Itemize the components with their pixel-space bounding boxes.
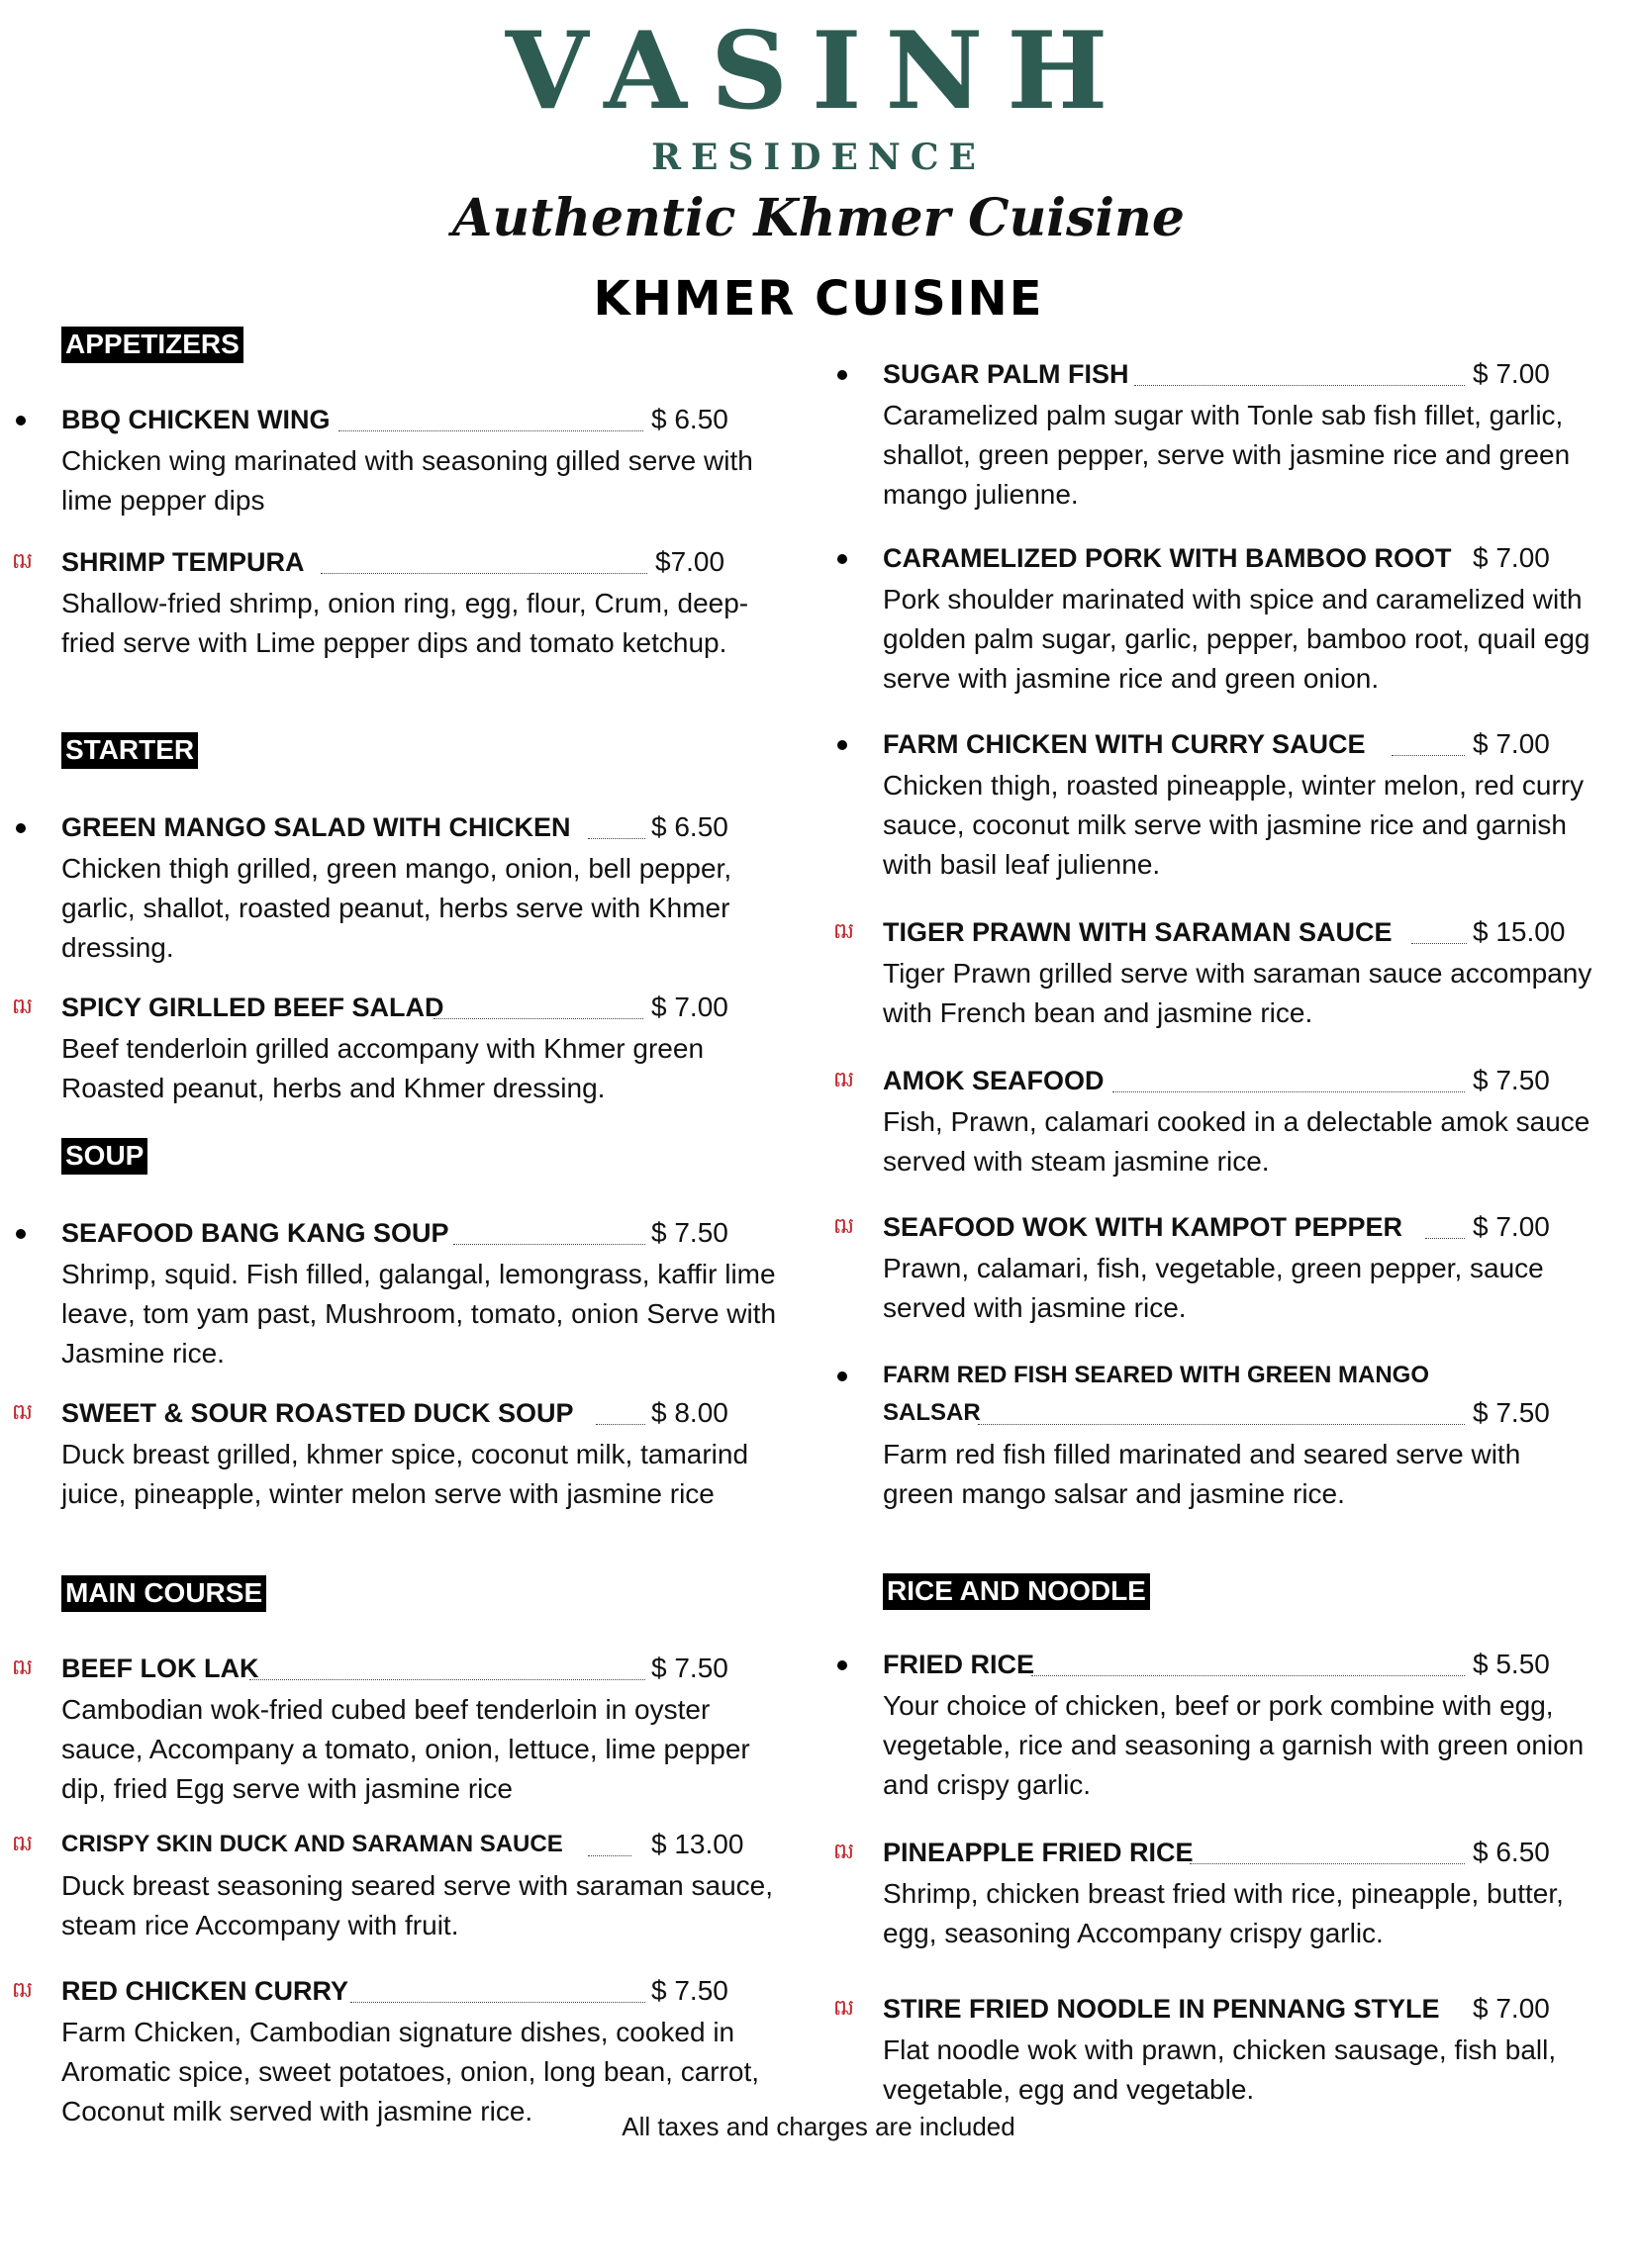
leader-dots xyxy=(978,1424,1465,1425)
item-price: $ 6.50 xyxy=(1473,1837,1550,1867)
item-price: $7.00 xyxy=(655,546,725,577)
footer-note: All taxes and charges are included xyxy=(622,2112,1015,2141)
item-name: CRISPY SKIN DUCK AND SARAMAN SAUCE xyxy=(61,1831,563,1857)
khmer-bullet-icon: ឍ xyxy=(12,1978,33,2003)
item-price: $ 7.00 xyxy=(1473,1211,1550,1242)
leader-dots xyxy=(1190,1863,1465,1864)
leader-dots xyxy=(588,838,645,839)
item-description: Shrimp, chicken breast fried with rice, pineapple, butter, egg, seasoning Accompany crispy garlic. xyxy=(883,1878,1564,1948)
item-price: $ 6.50 xyxy=(651,404,728,434)
khmer-bullet-icon: ឍ xyxy=(12,1655,33,1680)
item-description: Duck breast seasoning seared serve with saraman sauce, steam rice Accompany with fruit. xyxy=(61,1870,774,1940)
item-description: Farm red fish filled marinated and seared serve with green mango salsar and jasmine rice. xyxy=(883,1439,1521,1509)
khmer-bullet-icon: ឍ xyxy=(12,549,33,574)
item-name: SEAFOOD WOK WITH KAMPOT PEPPER xyxy=(883,1212,1403,1242)
leader-dots xyxy=(433,1018,643,1019)
bullet-dot-icon xyxy=(833,1358,857,1393)
item-name: SHRIMP TEMPURA xyxy=(61,547,305,577)
khmer-bullet-icon: ឍ xyxy=(833,1996,854,2021)
leader-dots xyxy=(249,1679,645,1680)
section-soup xyxy=(61,1138,147,1175)
bullet-dot-icon xyxy=(12,809,36,845)
item-price: $ 15.00 xyxy=(1473,916,1566,947)
item-description: Beef tenderloin grilled accompany with Khmer green Roasted peanut, herbs and Khmer dressing. xyxy=(61,1033,705,1103)
item-description: Cambodian wok-fried cubed beef tenderloin in oyster sauce, Accompany a tomato, onion, lettuce, lime pepper dip, fried Egg serve with jasmine rice xyxy=(61,1694,750,1804)
item-description: Your choice of chicken, beef or pork combine with egg, vegetable, rice and seasoning a garnish with green onion and crispy garlic. xyxy=(883,1690,1585,1800)
section-label: STARTER xyxy=(61,732,198,769)
item-name: FARM RED FISH SEARED WITH GREEN MANGO xyxy=(883,1362,1430,1388)
item-name: SWEET & SOUR ROASTED DUCK SOUP xyxy=(61,1398,574,1428)
item-description: Tiger Prawn grilled serve with saraman sauce accompany with French bean and jasmine rice. xyxy=(883,958,1592,1028)
section-label: RICE AND NOODLE xyxy=(883,1573,1150,1610)
menu-title: KHMER CUISINE xyxy=(593,271,1044,327)
item-price: $ 7.50 xyxy=(651,1975,728,2006)
item-name: SUGAR PALM FISH xyxy=(883,359,1129,389)
item-price: $ 6.50 xyxy=(651,811,728,842)
khmer-bullet-icon: ឍ xyxy=(12,1832,33,1856)
item-price: $ 7.00 xyxy=(1473,728,1550,759)
bullet-dot-icon xyxy=(833,726,857,762)
khmer-bullet-icon: ឍ xyxy=(12,994,33,1019)
item-price: $ 7.50 xyxy=(651,1653,728,1683)
item-description: Chicken wing marinated with seasoning gilled serve with lime pepper dips xyxy=(61,445,753,516)
item-price: $ 5.50 xyxy=(1473,1649,1550,1679)
section-appetizers xyxy=(61,327,243,363)
khmer-bullet-icon: ឍ xyxy=(833,1214,854,1239)
item-name: RED CHICKEN CURRY xyxy=(61,1976,349,2006)
item-description: Duck breast grilled, khmer spice, coconut milk, tamarind juice, pineapple, winter melon serve with jasmine rice xyxy=(61,1439,749,1509)
leader-dots xyxy=(1031,1675,1465,1676)
item-price: $ 7.00 xyxy=(1473,1993,1550,2024)
leader-dots xyxy=(453,1244,645,1245)
bullet-dot-icon xyxy=(12,402,36,437)
leader-dots xyxy=(321,573,647,574)
leader-dots xyxy=(596,1424,645,1425)
item-price: $ 7.50 xyxy=(1473,1397,1550,1428)
item-name-continued: SALSAR xyxy=(883,1399,981,1426)
item-name: SEAFOOD BANG KANG SOUP xyxy=(61,1218,449,1248)
khmer-bullet-icon: ឍ xyxy=(12,1400,33,1425)
item-description: Fish, Prawn, calamari cooked in a delectable amok sauce served with steam jasmine rice. xyxy=(883,1106,1590,1177)
brand-logo-name: VASINH xyxy=(505,9,1132,134)
tagline: Authentic Khmer Cuisine xyxy=(452,188,1185,248)
item-name: STIRE FRIED NOODLE IN PENNANG STYLE xyxy=(883,1994,1440,2024)
item-name: AMOK SEAFOOD xyxy=(883,1066,1105,1095)
bullet-dot-icon xyxy=(12,1215,36,1251)
item-name: BBQ CHICKEN WING xyxy=(61,405,331,434)
item-price: $ 7.00 xyxy=(1473,358,1550,389)
item-name: PINEAPPLE FRIED RICE xyxy=(883,1838,1194,1867)
leader-dots xyxy=(588,1855,631,1856)
khmer-bullet-icon: ឍ xyxy=(833,1068,854,1092)
leader-dots xyxy=(1134,385,1465,386)
section-starter xyxy=(61,732,198,769)
item-name: TIGER PRAWN WITH SARAMAN SAUCE xyxy=(883,917,1393,947)
item-name: FARM CHICKEN WITH CURRY SAUCE xyxy=(883,729,1366,759)
khmer-bullet-icon: ឍ xyxy=(833,1840,854,1864)
leader-dots xyxy=(1392,755,1465,756)
item-description: Pork shoulder marinated with spice and caramelized with golden palm sugar, garlic, pepper, bamboo root, quail egg serve with jasmine rice and green onion. xyxy=(883,584,1590,694)
item-description: Shrimp, squid. Fish filled, galangal, lemongrass, kaffir lime leave, tom yam past, Mushroom, tomato, onion Serve with Jasmine rice. xyxy=(61,1259,777,1369)
item-price: $ 8.00 xyxy=(651,1397,728,1428)
khmer-bullet-icon: ឍ xyxy=(833,919,854,944)
leader-dots xyxy=(1411,943,1467,944)
item-name: SPICY GIRLLED BEEF SALAD xyxy=(61,992,444,1022)
leader-dots xyxy=(1112,1091,1465,1092)
section-label: MAIN COURSE xyxy=(61,1575,266,1612)
brand-logo-subtitle: RESIDENCE xyxy=(651,137,986,178)
item-price: $ 7.00 xyxy=(1473,542,1550,573)
item-price: $ 13.00 xyxy=(651,1829,744,1859)
leader-dots xyxy=(1425,1238,1465,1239)
bullet-dot-icon xyxy=(833,1647,857,1682)
item-description: Caramelized palm sugar with Tonle sab fish fillet, garlic, shallot, green pepper, serve with jasmine rice and green mango julienne. xyxy=(883,400,1571,510)
item-description: Chicken thigh grilled, green mango, onion, bell pepper, garlic, shallot, roasted peanut, herbs serve with Khmer dressing. xyxy=(61,853,732,963)
bullet-dot-icon xyxy=(833,540,857,576)
item-description: Farm Chicken, Cambodian signature dishes, cooked in Aromatic spice, sweet potatoes, onion, long bean, carrot, Coconut milk served with jasmine rice. xyxy=(61,2017,760,2126)
item-price: $ 7.00 xyxy=(651,992,728,1022)
section-label: SOUP xyxy=(61,1138,147,1175)
section-main-course xyxy=(61,1575,266,1612)
leader-dots xyxy=(338,430,643,431)
item-description: Chicken thigh, roasted pineapple, winter melon, red curry sauce, coconut milk serve with jasmine rice and garnish with basil leaf julienne. xyxy=(883,770,1585,880)
item-price: $ 7.50 xyxy=(651,1217,728,1248)
section-rice-and-noodle xyxy=(883,1573,1150,1610)
item-price: $ 7.50 xyxy=(1473,1065,1550,1095)
leader-dots xyxy=(350,2002,645,2003)
item-name: BEEF LOK LAK xyxy=(61,1654,259,1683)
item-description: Flat noodle wok with prawn, chicken sausage, fish ball, vegetable, egg and vegetable. xyxy=(883,2034,1557,2105)
item-name: CARAMELIZED PORK WITH BAMBOO ROOT xyxy=(883,543,1452,573)
bullet-dot-icon xyxy=(833,356,857,392)
item-name: GREEN MANGO SALAD WITH CHICKEN xyxy=(61,812,571,842)
section-label: APPETIZERS xyxy=(61,327,243,363)
item-name: FRIED RICE xyxy=(883,1650,1035,1679)
item-description: Shallow-fried shrimp, onion ring, egg, flour, Crum, deep-fried serve with Lime pepper dips and tomato ketchup. xyxy=(61,588,749,658)
item-description: Prawn, calamari, fish, vegetable, green pepper, sauce served with jasmine rice. xyxy=(883,1253,1544,1323)
